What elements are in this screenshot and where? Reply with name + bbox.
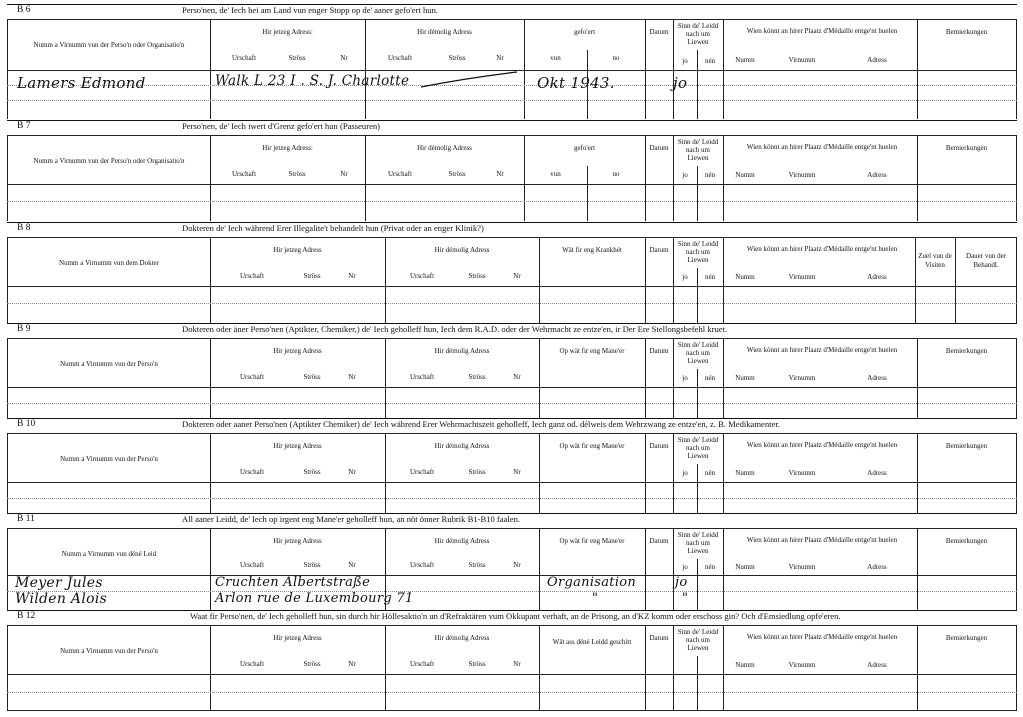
form-grid [7, 238, 1017, 323]
label-nr: Nr [513, 373, 521, 381]
section-header [7, 223, 1017, 238]
label-current-address: Hir jetzeg Adress [273, 634, 322, 642]
label-jo: jo [682, 469, 688, 477]
label-datum: Datum [649, 28, 669, 36]
label-adress: Adress [867, 171, 887, 179]
label-datum: Datum [649, 442, 669, 450]
label-virnumm: Virnumm [788, 563, 816, 571]
label-old-address: Hir démolig Adress [434, 442, 490, 450]
label-jo: jo [682, 57, 688, 65]
label-old-address: Hir démolig Adress [417, 144, 472, 152]
section-header [7, 5, 1017, 20]
section-b10 [7, 418, 1017, 513]
label-alive: Sinn de' Leidd nach um Liewen [677, 436, 719, 460]
label-remarks: Bemierkungen [945, 537, 988, 545]
label-medal: Wien könnt an hirer Plaatz d'Médaille entge'nt huelen [746, 143, 898, 151]
label-stross: Ströss [468, 561, 486, 569]
label-nen: nén [704, 171, 716, 179]
label-urschaft: Urschaft [239, 660, 265, 668]
form-grid [7, 136, 1017, 221]
section-title: All aaner Leidd, de' Iech op irgent eng Mane'er geholleff hun, an nöt önner Rubrik B1-B10 faalen. [182, 514, 521, 524]
label-medal: Wien könnt an hirer Plaatz d'Médaille entge'nt huelen [746, 441, 898, 449]
handwritten-manner-1: Organisation [547, 575, 637, 590]
label-name: Numm a Virnumm vun der Perso'n [60, 360, 158, 368]
label-manner: Op wät fir eng Mane'er [559, 347, 625, 355]
label-virnumm: Virnumm [788, 171, 816, 179]
handwritten-address: Walk L 23 I . S. J. Charlotte [215, 73, 410, 89]
label-illness: Wät fir eng Krankhét [562, 246, 622, 254]
label-nen: nén [704, 273, 716, 281]
label-nen: nén [704, 469, 716, 477]
label-old-address: Hir démolig Adress [434, 347, 490, 355]
label-virnumm: Virnumm [788, 374, 816, 382]
label-nr: Nr [496, 54, 504, 62]
label-adress: Adress [867, 56, 887, 64]
label-gefoert: gefo'ert [573, 144, 596, 152]
label-name: Numm a Virnumm vun déné Leid [61, 550, 157, 558]
label-urschaft: Urschaft [239, 468, 265, 476]
label-numm: Numm [735, 563, 755, 571]
label-medal: Wien könnt an hirer Plaatz d'Médaille entge'nt huelen [746, 245, 898, 253]
section-title: Dokteren oder äner Perso'nen (Aptikter, Chemiker,) de' Iech geholleff hun, Iech dem R.A.D. oder der Wehrmacht ze entze'en, ir Der Ere Stellongsbefehl kruet. [182, 324, 728, 334]
label-adress: Adress [867, 563, 887, 571]
label-stross: Ströss [448, 54, 466, 62]
form-grid [7, 20, 1017, 119]
section-b12 [7, 610, 1017, 710]
label-vun: vun [550, 54, 561, 62]
section-id: B 8 [17, 223, 31, 233]
label-gefoert: gefo'ert [573, 28, 596, 36]
label-datum: Datum [649, 144, 669, 152]
label-name: Numm a Virnumm vun der Perso'n [60, 647, 158, 655]
handwritten-from: Okt 1943. [537, 74, 615, 92]
label-old-address: Hir démolig Adress [434, 634, 490, 642]
label-no: no [612, 170, 620, 178]
label-datum: Datum [649, 634, 669, 642]
section-header [7, 419, 1017, 434]
label-medal: Wien könnt an hirer Plaatz d'Médaille entge'nt huelen [746, 346, 898, 354]
handwritten-name-1: Meyer Jules [15, 575, 103, 591]
label-stross: Ströss [288, 170, 306, 178]
label-urschaft: Urschaft [231, 170, 257, 178]
label-current-address: Hir jetzeg Adress: [262, 144, 313, 152]
label-name: Numm a Virnumm vun der Perso'n oder Organisatio'n [33, 157, 185, 165]
form-grid [7, 434, 1017, 514]
label-nr: Nr [513, 272, 521, 280]
label-nr: Nr [513, 468, 521, 476]
label-nr: Nr [348, 468, 356, 476]
label-stross: Ströss [303, 468, 321, 476]
label-datum: Datum [649, 246, 669, 254]
label-nr: Nr [513, 660, 521, 668]
label-virnumm: Virnumm [788, 661, 816, 669]
label-manner: Op wät fir eng Mane'er [559, 537, 625, 545]
section-id: B 6 [17, 5, 31, 15]
section-id: B 10 [17, 419, 36, 429]
label-medal: Wien könnt an hirer Plaatz d'Médaille entge'nt huelen [746, 536, 898, 544]
label-alive: Sinn de' Leidd nach um Liewen [677, 531, 719, 555]
label-nr: Nr [340, 54, 348, 62]
section-id: B 9 [17, 324, 31, 334]
label-vun: vun [550, 170, 561, 178]
label-adress: Adress [867, 374, 887, 382]
section-title: Dokteren de' Iech während Erer Illegalite't behandelt hun (Privat oder an enger Klinik?) [182, 223, 484, 233]
strike-line [417, 70, 522, 90]
label-virnumm: Virnumm [788, 469, 816, 477]
handwritten-alive: jo [673, 74, 688, 92]
handwritten-address-2: Arlon rue de Luxembourg 71 [215, 591, 414, 606]
label-nr: Nr [340, 170, 348, 178]
label-urschaft: Urschaft [409, 373, 435, 381]
handwritten-name-2: Wilden Alois [15, 591, 108, 607]
label-alive: Sinn de' Leidd nach um Liewen [677, 240, 719, 264]
handwritten-alive-1: jo [675, 575, 688, 590]
label-stross: Ströss [303, 561, 321, 569]
section-title: Perso'nen, de' Iech hei am Land vun enger Stopp op de' aaner gefo'ert hun. [182, 5, 439, 15]
label-stross: Ströss [288, 54, 306, 62]
label-stross: Ströss [448, 170, 466, 178]
label-urschaft: Urschaft [231, 54, 257, 62]
section-b11 [7, 513, 1017, 609]
section-title: Perso'nen, de' Iech iwert d'Grenz gefo'ert hun (Passeuren) [182, 121, 381, 131]
label-urschaft: Urschaft [239, 272, 265, 280]
label-remarks: Bemierkungen [945, 347, 988, 355]
section-header [7, 121, 1017, 136]
label-numm: Numm [735, 374, 755, 382]
label-old-address: Hir démolig Adress [434, 537, 490, 545]
label-no: no [612, 54, 620, 62]
handwritten-alive-2: " [682, 591, 689, 606]
label-urschaft: Urschaft [409, 272, 435, 280]
label-numm: Numm [735, 171, 755, 179]
label-adress: Adress [867, 273, 887, 281]
section-b9 [7, 323, 1017, 418]
section-b6 [7, 4, 1017, 118]
section-id: B 12 [17, 611, 36, 621]
label-jo: jo [682, 171, 688, 179]
handwritten-address-1: Cruchten Albertstraße [215, 575, 371, 590]
section-header [7, 324, 1017, 339]
label-current-address: Hir jetzeg Adress [273, 537, 322, 545]
label-remarks: Bemierkungen [945, 634, 988, 642]
label-nr: Nr [348, 272, 356, 280]
label-current-address: Hir jetzeg Adress [273, 442, 322, 450]
label-adress: Adress [867, 661, 887, 669]
section-title: Waat fir Perso'nen, de' Iech geholleff hun, sin durch hir Höllesaktio'n un d'Refraktären vum Okkupant verhaft, an de Prisong, an d'KZ komm oder erschoss gin? Och d'Emsiedlung opfe'eren. [190, 611, 841, 621]
label-urschaft: Urschaft [387, 170, 413, 178]
label-numm: Numm [735, 273, 755, 281]
label-alive: Sinn de' Leidd nach um Liewen [677, 138, 719, 162]
form-grid [7, 626, 1017, 711]
label-remarks: Bemierkungen [945, 28, 988, 36]
label-nr: Nr [496, 170, 504, 178]
label-alive: Sinn de' Leidd nach um Liewen [677, 22, 719, 46]
label-name: Numm a Virnumm vun der Perso'n oder Organisatio'n [33, 41, 185, 49]
label-medal: Wien könnt an hirer Plaatz d'Médaille entge'nt huelen [746, 27, 898, 35]
label-numm: Numm [735, 469, 755, 477]
label-nr: Nr [513, 561, 521, 569]
label-old-address: Hir démolig Adress [434, 246, 490, 254]
section-b7 [7, 120, 1017, 220]
label-remarks: Bemierkungen [945, 442, 988, 450]
label-duration: Dauer vun der Behandl. [965, 252, 1007, 269]
label-stross: Ströss [303, 373, 321, 381]
label-alive: Sinn de' Leidd nach um Liewen [677, 628, 719, 652]
label-remarks: Bemierkungen [945, 144, 988, 152]
label-numm: Numm [735, 56, 755, 64]
label-medal: Wien könnt an hirer Plaatz d'Médaille entge'nt huelen [746, 633, 898, 641]
section-header [7, 514, 1017, 529]
label-alive: Sinn de' Leidd nach um Liewen [677, 341, 719, 365]
label-stross: Ströss [303, 660, 321, 668]
label-stross: Ströss [468, 373, 486, 381]
handwritten-name: Lamers Edmond [17, 74, 146, 92]
label-urschaft: Urschaft [409, 561, 435, 569]
label-manner: Op wät fir eng Mane'er [559, 442, 625, 450]
label-old-address: Hir démolig Adress [417, 28, 472, 36]
label-urschaft: Urschaft [239, 373, 265, 381]
label-nen: nén [704, 374, 716, 382]
form-grid [7, 529, 1017, 610]
label-what-happened: Wät ass déné Leidd geschitt [552, 638, 632, 646]
label-current-address: Hir jetzeg Adress [273, 246, 322, 254]
section-id: B 7 [17, 121, 31, 131]
label-nen: nén [704, 57, 716, 65]
label-numm: Numm [735, 661, 755, 669]
form-grid [7, 339, 1017, 419]
label-adress: Adress [867, 469, 887, 477]
label-jo: jo [682, 273, 688, 281]
label-urschaft: Urschaft [409, 468, 435, 476]
handwritten-manner-2: " [592, 591, 599, 606]
label-current-address: Hir jetzeg Adress: [262, 28, 313, 36]
label-stross: Ströss [468, 468, 486, 476]
section-title: Dokteren oder aaner Perso'nen (Aptikter Chemiker) de' Iech während Erer Wehrmachtszeit geholleff, Iech ganz od. délweis dem Wehrzwang ze entze'en, z. B. Medikamenter. [182, 419, 780, 429]
label-nr: Nr [348, 561, 356, 569]
section-header [7, 611, 1017, 626]
label-nr: Nr [348, 373, 356, 381]
label-nen: nén [704, 563, 716, 571]
label-datum: Datum [649, 347, 669, 355]
label-virnumm: Virnumm [788, 56, 816, 64]
label-current-address: Hir jetzeg Adress [273, 347, 322, 355]
section-id: B 11 [17, 514, 35, 524]
label-name: Numm a Virnumm vun dem Dokter [59, 259, 159, 267]
label-datum: Datum [649, 537, 669, 545]
section-b8 [7, 222, 1017, 322]
label-stross: Ströss [468, 660, 486, 668]
label-stross: Ströss [468, 272, 486, 280]
label-virnumm: Virnumm [788, 273, 816, 281]
label-urschaft: Urschaft [409, 660, 435, 668]
label-nr: Nr [348, 660, 356, 668]
label-urschaft: Urschaft [387, 54, 413, 62]
label-jo: jo [682, 374, 688, 382]
label-jo: jo [682, 563, 688, 571]
label-name: Numm a Virnumm vun der Perso'n [60, 455, 158, 463]
label-visits: Zuel vun de Visiten [918, 252, 952, 269]
label-urschaft: Urschaft [239, 561, 265, 569]
label-stross: Ströss [303, 272, 321, 280]
